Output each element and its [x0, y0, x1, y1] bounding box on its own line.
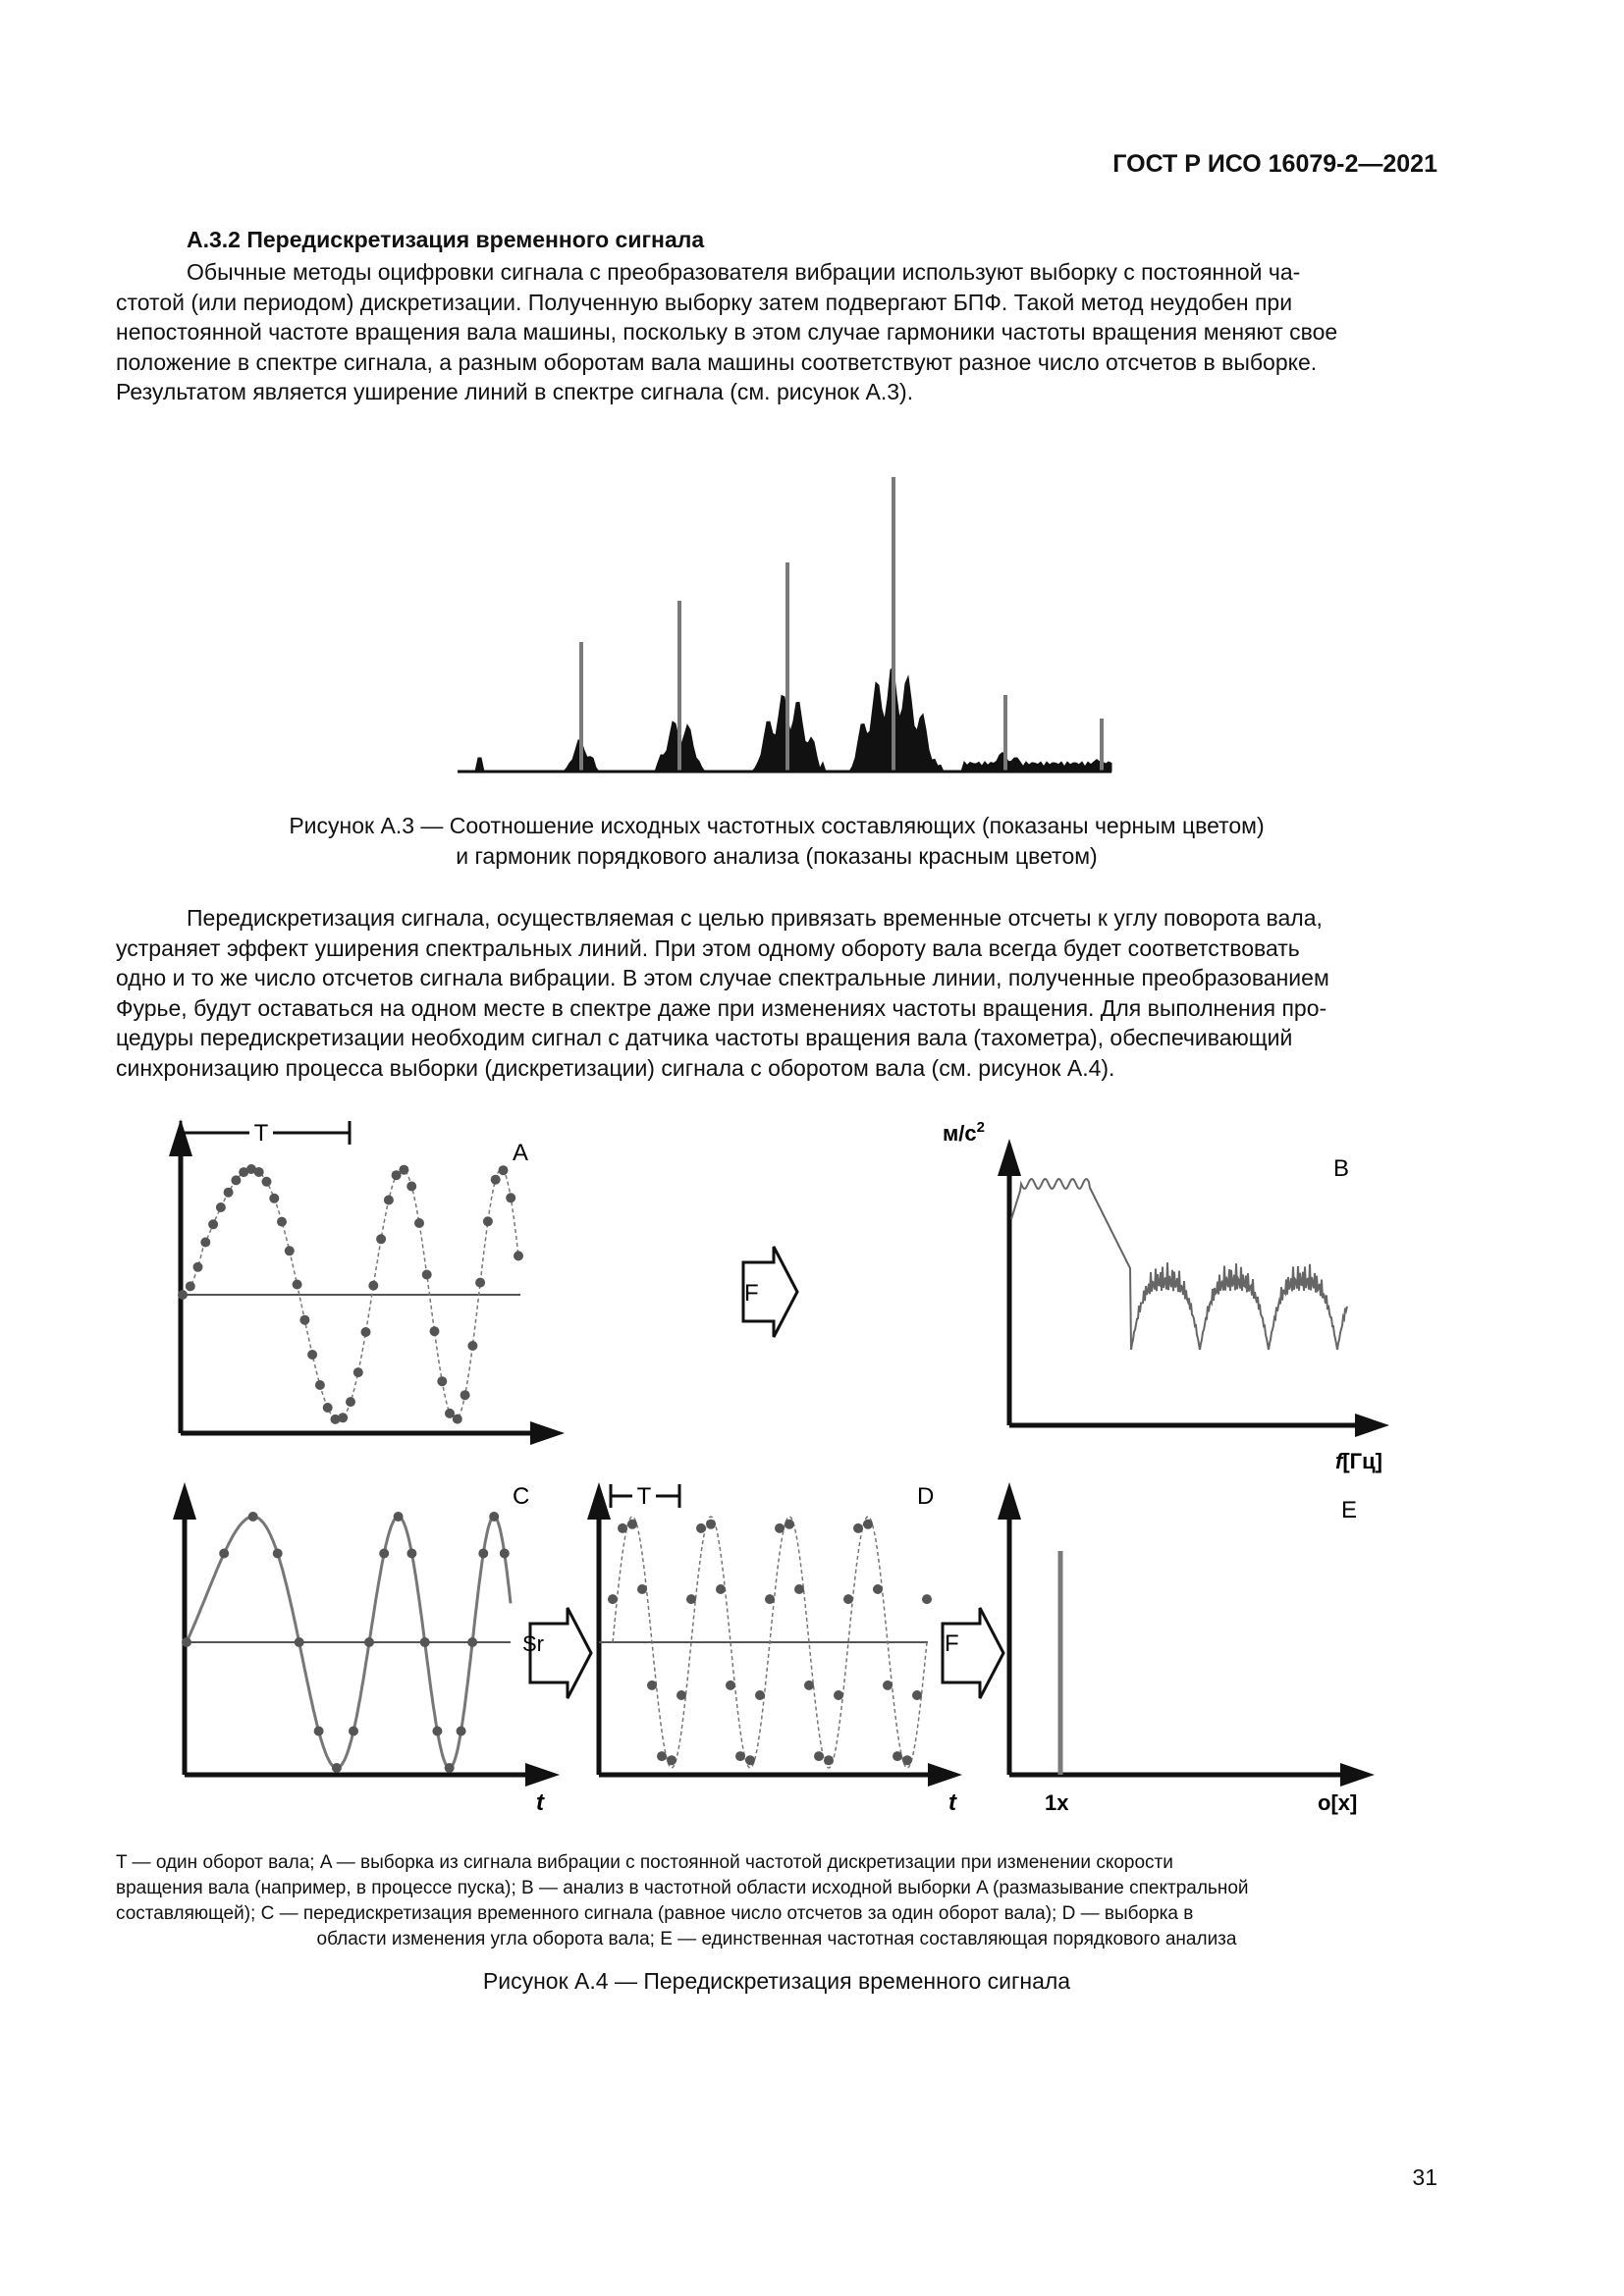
paragraph-1: [116, 257, 1437, 407]
panel-c-sample-point: [379, 1549, 389, 1559]
panel-d-sample-point: [735, 1751, 745, 1761]
figure-a4-legend: [116, 1850, 1437, 1952]
panel-d-label: D: [917, 1483, 935, 1510]
panel-c-sample-point: [489, 1512, 499, 1522]
paragraph-2: [116, 903, 1437, 1083]
figure-a3-caption-line: Рисунок А.3 — Соотношение исходных частотных составляющих (показаны черным цветом): [289, 813, 1265, 838]
panel-a-sample-point: [338, 1413, 348, 1422]
panel-d-sample-point: [765, 1594, 775, 1604]
panel-a-sample-point: [460, 1390, 470, 1400]
panel-c-sample-point: [314, 1727, 324, 1736]
panel-a-sample-point: [269, 1194, 279, 1203]
panel-d-sample-point: [608, 1594, 618, 1604]
panel-a-sample-point: [277, 1217, 287, 1227]
figure-a3-caption: [116, 811, 1437, 872]
figure-a3-order-peak: [677, 601, 681, 772]
panel-d-sample-point: [863, 1520, 873, 1529]
panel-c-sample-point: [349, 1727, 358, 1736]
panel-a-sample-point: [368, 1281, 378, 1291]
panel-c-sample-point: [467, 1637, 477, 1647]
panel-c-x-arrow: [525, 1763, 560, 1787]
panel-a-sample-point: [208, 1219, 218, 1229]
panel-b-label: B: [1333, 1155, 1350, 1182]
panel-c: [173, 1482, 560, 1816]
figure-a4-legend-line: области изменения угла оборота вала; E — единственная частотная составляющая порядкового анализа: [316, 1929, 1237, 1949]
panel-d-sample-point: [843, 1594, 853, 1604]
panel-a-sample-point: [491, 1175, 501, 1185]
panel-a-sample-point: [376, 1234, 386, 1244]
fourier-arrow-label: F: [945, 1630, 959, 1657]
paragraph-2-line: синхронизацию процесса выборки (дискретизации) сигнала с оборотом вала (см. рисунок А.4).: [116, 1054, 1115, 1081]
panel-a-sample-point: [315, 1380, 325, 1390]
panel-c-label: C: [513, 1483, 530, 1510]
panel-d-sample-point: [853, 1523, 863, 1533]
page-number: 31: [1412, 2164, 1437, 2190]
panel-d-sample-point: [785, 1520, 794, 1529]
panel-c-sample-point: [500, 1549, 510, 1559]
panel-b-unit-hz: [Гц]: [1342, 1449, 1382, 1473]
panel-a-sample-point: [483, 1216, 493, 1226]
panel-c-sample-point: [295, 1637, 304, 1647]
panel-a-sample-point: [406, 1182, 416, 1192]
panel-a-sample-point: [307, 1350, 317, 1360]
paragraph-1-line: непостоянной частоте вращения вала машины, поскольку в этом случае гармоники частоты вращения меняют свое: [116, 319, 1338, 345]
panel-d-sample-point: [618, 1523, 627, 1533]
figure-a3-order-peak: [1100, 719, 1104, 772]
paragraph-2-line: Фурье, будут оставаться на одном месте в спектре даже при изменениях частоты вращения. Для выполнения про-: [116, 994, 1327, 1021]
panel-a-sample-point: [224, 1188, 234, 1198]
panel-e-label: E: [1341, 1497, 1358, 1523]
panel-e-order-axis: o[x]: [1318, 1790, 1358, 1815]
panel-b-spectrum: [1011, 1179, 1347, 1350]
panel-d-sample-point: [883, 1681, 893, 1690]
panel-a-sample-point: [414, 1218, 424, 1228]
panel-d-sample-point: [902, 1755, 912, 1765]
paragraph-2-line: Передискретизация сигнала, осуществляемая с целью привязать временные отсчеты к углу поворота вала,: [187, 905, 1323, 931]
panel-b-unit-exp: 2: [976, 1119, 985, 1136]
figure-a3-caption-line: и гармоник порядкового анализа (показаны красным цветом): [456, 843, 1098, 869]
panel-a-sample-point: [285, 1246, 295, 1255]
panel-b-spectrum-curve: [1011, 1179, 1347, 1350]
panel-d-sample-point: [873, 1584, 883, 1594]
panel-a-sample-point: [293, 1280, 302, 1290]
panel-a-x-arrow: [530, 1421, 565, 1445]
panel-e: [998, 1482, 1375, 1815]
document-code: ГОСТ Р ИСО 16079-2—2021: [1112, 150, 1437, 178]
panel-c-sample-point: [364, 1637, 374, 1647]
panel-e-x-arrow: [1340, 1763, 1375, 1787]
panel-a-sample-point: [467, 1341, 477, 1351]
panel-a-sample-point: [323, 1403, 333, 1413]
figure-a4-legend-line: составляющей); C — передискретизация временного сигнала (равное число отсчетов за один оборот вала); D — выборка в: [116, 1903, 1194, 1924]
panel-d-y-arrow: [587, 1482, 611, 1520]
panel-a-sample-point: [384, 1196, 394, 1205]
panel-d-sample-point: [716, 1584, 726, 1594]
figure-a4-caption: Рисунок А.4 — Передискретизация временного сигнала: [482, 1968, 1071, 1994]
paragraph-2-line: устраняет эффект уширения спектральных линий. При этом одному обороту вала всегда будет соответствовать: [116, 934, 1300, 961]
panel-d-sample-point: [637, 1584, 647, 1594]
panel-c-sample-point: [248, 1512, 258, 1522]
paragraph-1-line: положение в спектре сигнала, а разным оборотам вала машины соответствуют разное число отсчетов в выборке.: [116, 348, 1318, 375]
panel-c-sample-point: [457, 1727, 466, 1736]
panel-a-sample-point: [453, 1415, 462, 1424]
panel-d-sample-point: [667, 1755, 677, 1765]
panel-e-1x-label: 1x: [1045, 1790, 1069, 1815]
panel-a-sample-point: [361, 1327, 371, 1337]
section-title: А.3.2 Передискретизация временного сигнала: [187, 227, 705, 252]
panel-d-sample-point: [647, 1681, 657, 1690]
panel-a-sample-point: [437, 1376, 447, 1386]
panel-d: [587, 1482, 962, 1816]
panel-d-sample-point: [706, 1520, 716, 1529]
panel-a-sample-point: [200, 1238, 210, 1248]
figure-a3-order-peak: [579, 642, 583, 772]
panel-d-sample-point: [794, 1584, 804, 1594]
panel-a-sample-point: [353, 1367, 363, 1377]
panel-a-sample-point: [299, 1315, 309, 1325]
panel-d-sample-point: [824, 1755, 834, 1765]
panel-d-t-axis: t: [948, 1789, 956, 1816]
panel-e-y-arrow: [998, 1482, 1021, 1520]
panel-a-sample-point: [514, 1251, 523, 1260]
panel-c-sample-point: [219, 1549, 229, 1559]
fourier-arrow-label: F: [744, 1280, 759, 1307]
panel-a-label: A: [513, 1140, 529, 1166]
panel-a-sample-point: [254, 1167, 264, 1177]
panel-c-sample-point: [332, 1763, 342, 1773]
panel-b-y-arrow: [998, 1139, 1021, 1176]
panel-a-period-label: T: [253, 1120, 269, 1147]
panel-c-sample-point: [406, 1549, 416, 1559]
panel-a-sample-point: [178, 1290, 188, 1300]
panel-d-sample-point: [804, 1681, 814, 1690]
figure-a4-legend-line: вращения вала (например, в процессе пуска); B — анализ в частотной области исходной выборки A (размазывание спектральной: [116, 1878, 1249, 1898]
figure-a3-order-peak: [892, 477, 895, 772]
panel-c-t-axis: t: [536, 1789, 544, 1816]
panel-c-y-arrow: [173, 1482, 196, 1520]
panel-a-sample-point: [262, 1177, 272, 1187]
panel-c-sample-point: [182, 1637, 191, 1647]
panel-b-x-axis-title: [1335, 1449, 1382, 1473]
panel-a-sample-point: [186, 1281, 195, 1291]
panel-c-sample-point: [432, 1727, 442, 1736]
paragraph-1-line: Обычные методы оцифровки сигнала с преобразователя вибрации используют выборку с постоянной ча-: [187, 259, 1301, 285]
panel-d-sample-point: [696, 1523, 706, 1533]
fourier-arrow-top: [743, 1247, 797, 1337]
panel-a-sample-point: [499, 1165, 509, 1175]
panel-d-sample-point: [814, 1751, 824, 1761]
panel-c-sample-point: [273, 1549, 283, 1559]
figure-a4-legend-line: T — один оборот вала; A — выборка из сигнала вибрации с постоянной частотой дискретизации при изменении скорости: [116, 1852, 1173, 1873]
paragraph-1-line: Результатом является уширение линий в спектре сигнала (см. рисунок А.3).: [116, 379, 914, 404]
panel-c-sample-point: [478, 1549, 488, 1559]
figure-a3-order-peak: [785, 562, 789, 772]
panel-a-sample-point: [399, 1165, 408, 1175]
panel-d-sample-point: [912, 1690, 922, 1700]
paragraph-2-line: цедуры передискретизации необходим сигнал с датчика частоты вращения вала (тахометра), обеспечивающий: [116, 1025, 1293, 1050]
panel-d-sample-point: [834, 1690, 843, 1700]
panel-d-period-label: T: [636, 1483, 652, 1510]
panel-c-sample-point: [394, 1512, 404, 1522]
resample-arrow: [522, 1608, 591, 1698]
panel-d-sample-point: [922, 1594, 932, 1604]
panel-d-sample-point: [775, 1523, 785, 1533]
resample-arrow-label: Sr: [522, 1631, 544, 1656]
panel-a-sample-point: [216, 1202, 226, 1212]
panel-a-sample-point: [422, 1270, 432, 1280]
panel-a: [169, 1119, 565, 1445]
panel-a-sample-point: [231, 1175, 241, 1185]
panel-d-x-arrow: [928, 1763, 962, 1787]
panel-b: [943, 1119, 1389, 1473]
panel-c-sample-point: [445, 1763, 455, 1773]
figure-a3-order-harmonics: [579, 477, 1104, 772]
panel-d-sample-point: [657, 1751, 667, 1761]
panel-b-unit-text: м/с: [943, 1121, 977, 1146]
paragraph-2-line: одно и то же число отсчетов сигнала вибрации. В этом случае спектральные линии, полученные преобразованием: [116, 965, 1329, 990]
panel-b-x-arrow: [1355, 1414, 1389, 1437]
panel-d-sample-point: [686, 1594, 696, 1604]
panel-a-sample-point: [193, 1262, 203, 1272]
panel-d-sample-point: [745, 1755, 755, 1765]
panel-b-unit: [943, 1119, 985, 1146]
panel-d-sample-point: [726, 1681, 735, 1690]
fourier-arrow-bottom: [943, 1608, 1003, 1698]
panel-d-sample-point: [677, 1690, 686, 1700]
panel-d-sample-point: [627, 1520, 637, 1529]
panel-a-sample-point: [346, 1397, 355, 1407]
panel-a-sample-point: [430, 1326, 440, 1336]
figure-a3-original-spectrum: [458, 667, 1111, 772]
panel-d-sample-point: [755, 1690, 765, 1700]
panel-c-sample-point: [420, 1637, 430, 1647]
panel-a-sample-point: [506, 1193, 515, 1202]
panel-d-sample-point: [893, 1751, 902, 1761]
panel-a-sample-point: [475, 1278, 485, 1288]
figure-a3-spectrum: [432, 432, 1139, 785]
figure-a3-original-components: [458, 667, 1111, 772]
panel-b-f-symbol: f: [1335, 1449, 1343, 1473]
figure-a3-order-peak: [1003, 695, 1007, 772]
figure-a4: [0, 1099, 1624, 1845]
paragraph-1-line: стотой (или периодом) дискретизации. Полученную выборку затем подвергают БПФ. Такой метод неудобен при: [116, 289, 1293, 315]
